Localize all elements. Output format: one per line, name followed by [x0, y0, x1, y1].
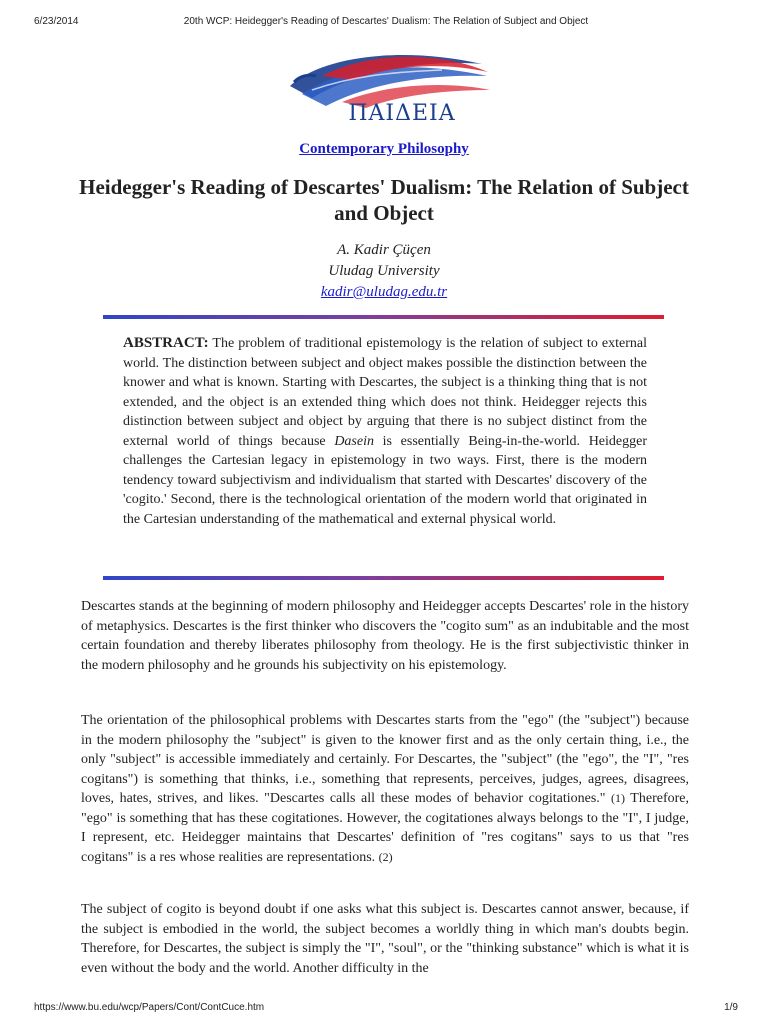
abstract-label: ABSTRACT: — [123, 335, 209, 351]
body-p2-text-b: Therefore, "ego" is something that has these cogitationes. However, the cogitationes always belongs to the "I", I judge, I represent, etc. Heidegger maintains that Descartes' definition of "res cogitans" says to us that "res cogitans" is a res whose realities are representations. — [81, 791, 689, 865]
print-footer — [34, 1002, 738, 1016]
body-paragraph-3: The subject of cogito is beyond doubt if one asks what this subject is. Descartes cannot answer, because, if the subject is embodied in the world, the subject becomes a worldly thing in which man's doubts begin. Therefore, for Descartes, the subject is simply the "I", "soul", or the "thinking substance" which is what it is even without the body and the world. Another difficulty in the — [81, 902, 689, 976]
footnote-ref-2[interactable]: (2) — [378, 849, 393, 864]
abstract-dasein: Dasein — [334, 433, 374, 449]
author-affiliation: Uludag University — [328, 263, 440, 279]
divider-bottom — [103, 576, 664, 580]
divider-top — [103, 315, 664, 319]
author-name: A. Kadir Çüçen — [337, 242, 431, 258]
body-paragraph-2 — [81, 711, 689, 867]
print-date: 6/23/2014 — [34, 16, 79, 27]
footnote-ref-1[interactable]: (1) — [611, 791, 626, 805]
abstract-text-2: is essentially Being-in-the-world. Heidegger challenges the Cartesian legacy in epistemology in two ways. First, there is the modern tendency toward subjectivism and individualism that started with Descartes' discovery of the 'cogito.' Second, there is the technological orientation of the modern world that originated in the Cartesian understanding of the mathematical and external physical world. — [123, 433, 647, 527]
article-title: Heidegger's Reading of Descartes' Dualism: The Relation of Subject and Object — [79, 175, 689, 225]
author-email-link[interactable]: kadir@uludag.edu.tr — [320, 284, 448, 300]
print-title: 20th WCP: Heidegger's Reading of Descartes' Dualism: The Relation of Subject and Object — [183, 16, 589, 27]
author-block — [0, 240, 768, 303]
logo-text: ΠΑΙΔΕΙΑ — [348, 101, 456, 126]
print-header — [34, 16, 738, 30]
body-paragraph-1: Descartes stands at the beginning of modern philosophy and Heidegger accepts Descartes' role in the history of metaphysics. Descartes is the first thinker who discovers the "cogito sum" as an indubitable and the most certain foundation and thereby liberates philosophy from theology. He is the first subjectivistic thinker in the modern philosophy and he grounds his subjectivity on his epistemology. — [81, 599, 689, 673]
section-link[interactable]: Contemporary Philosophy — [299, 141, 469, 157]
print-page-number: 1/9 — [724, 1002, 738, 1013]
body-p2-text-a: The orientation of the philosophical problems with Descartes starts from the "ego" (the "subject") because in the modern philosophy the "subject" is given to the knower first and as the only certain thing, i.e., the only "subject" is accessible immediately and certainly. For Descartes, the "subject" (the "ego", the "I", "res cogitans") is something that thinks, i.e., something that represents, perceives, judges, agrees, disagrees, loves, hates, strives, and likes. "Descartes calls all these modes of behavior cogitationes." — [81, 713, 689, 806]
abstract-text-1: The problem of traditional epistemology is the relation of subject to external world. The distinction between subject and object makes possible the distinction between the knower and what is known. Starting with Descartes, the subject is a thinking thing that is not extended, and the object is an extended thing which does not think. Heidegger rejects this distinction between subject and object by arguing that there is no subject distinct from the external world of things because — [123, 336, 647, 449]
print-url: https://www.bu.edu/wcp/Papers/Cont/ContCuce.htm — [34, 1002, 265, 1013]
abstract — [123, 334, 647, 529]
